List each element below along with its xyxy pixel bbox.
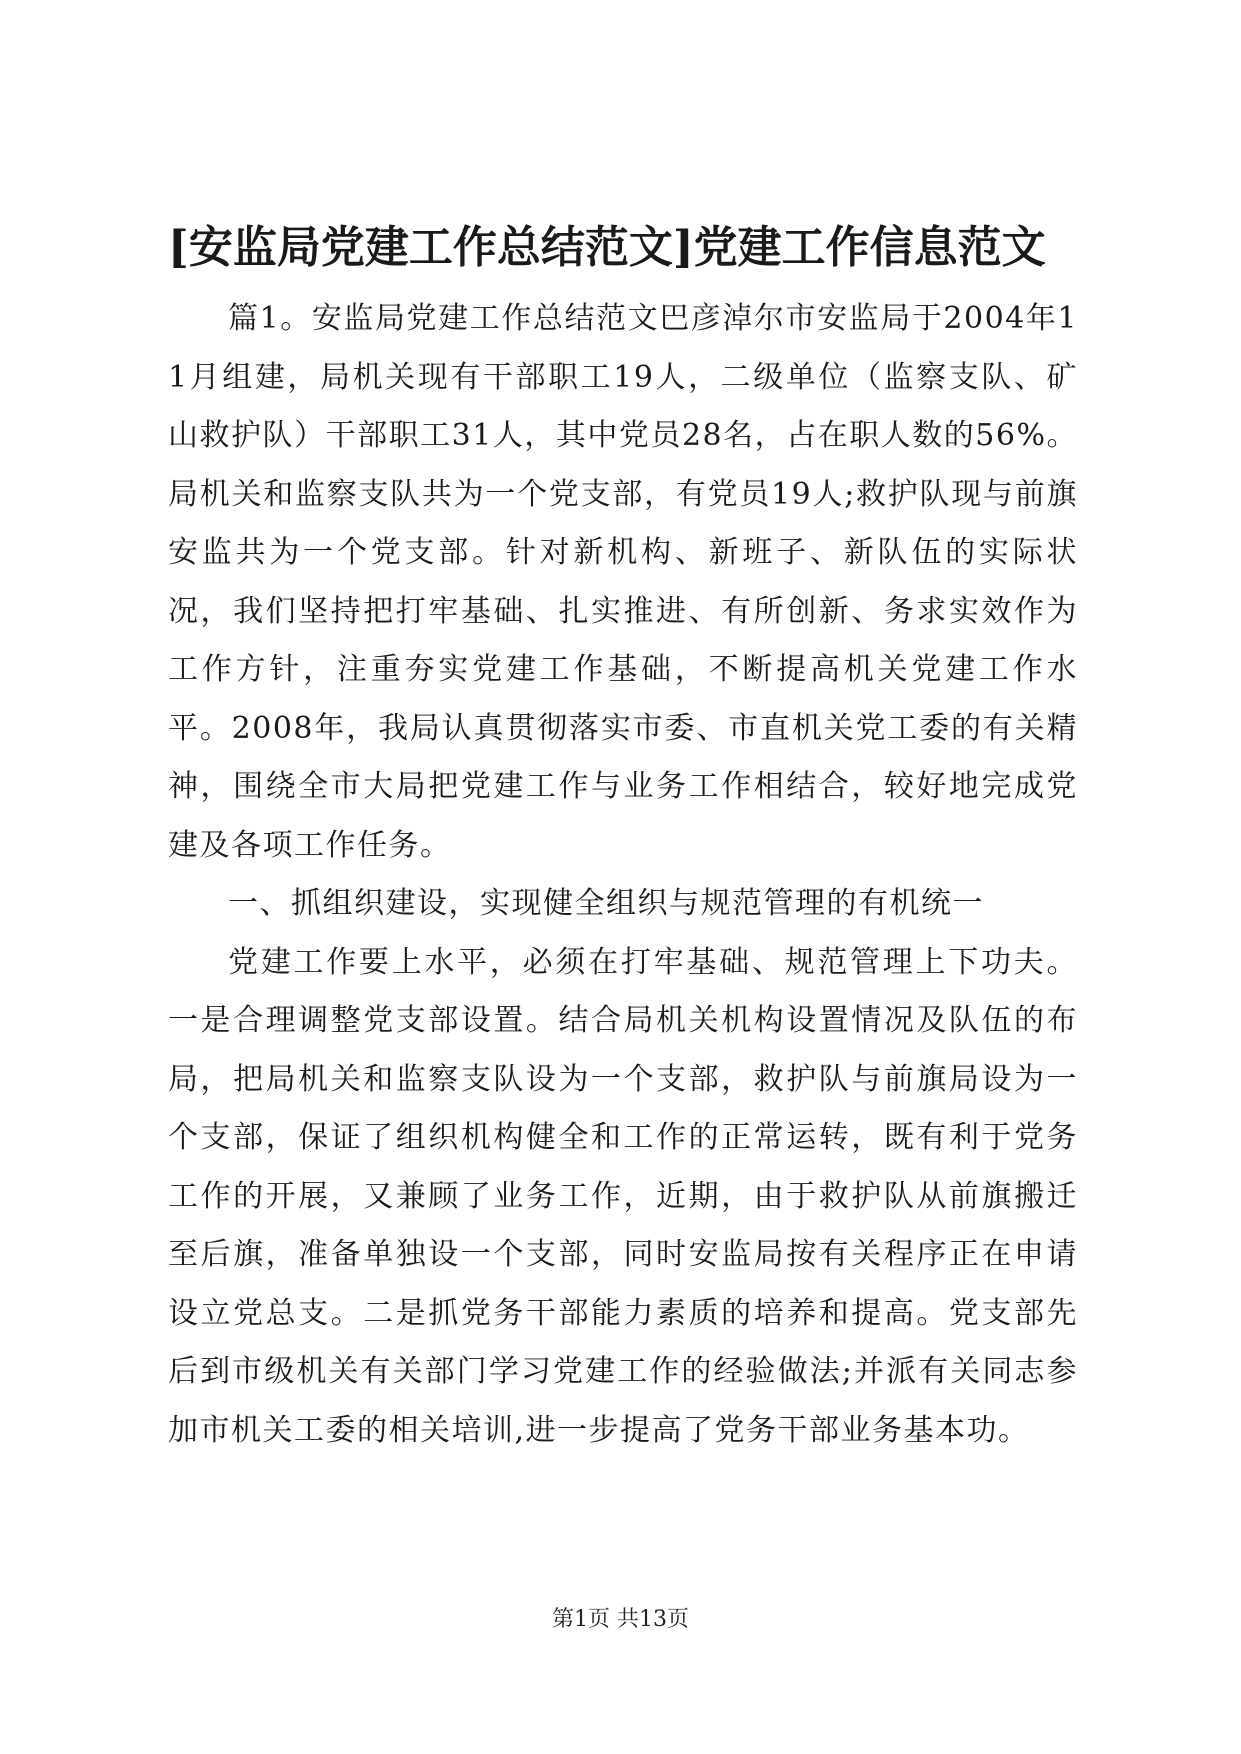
- paragraph-intro: 篇1。安监局党建工作总结范文巴彦淖尔市安监局于2004年11月组建，局机关现有干部职工19人，二级单位（监察支队、矿山救护队）干部职工31人，其中党员28名，占在职人数的56%。局机关和监察支队共为一个党支部，有党员19人;救护队现与前旗安监共为一个党支部。针对新机构、新班子、新队伍的实际状况，我们坚持把打牢基础、扎实推进、有所创新、务求实效作为工作方针，注重夯实党建工作基础，不断提高机关党建工作水平。2008年，我局认真贯彻落实市委、市直机关党工委的有关精神，围绕全市大局把党建工作与业务工作相结合，较好地完成党建及各项工作任务。: [168, 301, 1078, 863]
- paragraph-org-building: 党建工作要上水平，必须在打牢基础、规范管理上下功夫。一是合理调整党支部设置。结合局机关机构设置情况及队伍的布局，把局机关和监察支队设为一个支部，救护队与前旗局设为一个支部，保证了组织机构健全和工作的正常运转，既有利于党务工作的开展，又兼顾了业务工作，近期，由于救护队从前旗搬迁至后旗，准备单独设一个支部，同时安监局按有关程序正在申请设立党总支。二是抓党务干部能力素质的培养和提高。党支部先后到市级机关有关部门学习党建工作的经验做法;并派有关同志参加市机关工委的相关培训,进一步提高了党务干部业务基本功。: [168, 944, 1078, 1448]
- document-body: [168, 290, 1078, 1460]
- section-heading: 一、抓组织建设，实现健全组织与规范管理的有机统一: [228, 886, 984, 921]
- document-title: [安监局党建工作总结范文]党建工作信息范文: [168, 222, 1046, 273]
- page-number-footer: 第1页 共13页: [552, 1607, 689, 1632]
